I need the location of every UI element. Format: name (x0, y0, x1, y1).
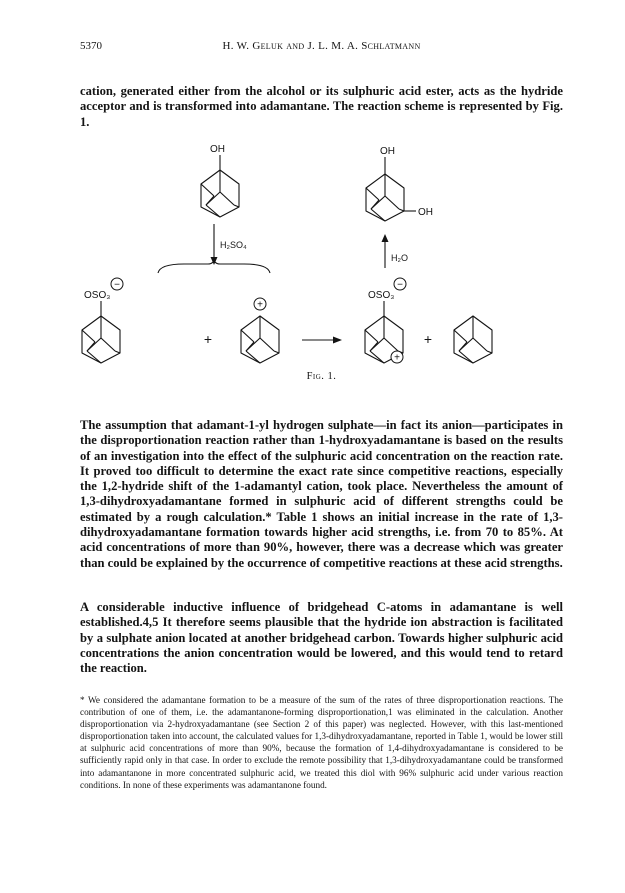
page-number: 5370 (80, 40, 102, 52)
adamantane-structure-top-left (201, 170, 239, 217)
adamantane-structure-top-right (366, 174, 404, 221)
adamantane-structure-bottom-4 (454, 316, 492, 363)
reaction-arrow-head (333, 337, 342, 344)
oh-label-left: OH (210, 144, 225, 155)
adamantane-structure-bottom-1 (82, 316, 120, 363)
sulphate-label-left: OSO₃ (84, 290, 111, 301)
minus-sign-left: − (114, 279, 120, 291)
reagent-h2o: H₂O (391, 253, 408, 263)
intro-paragraph: cation, generated either from the alcohol or its sulphuric acid ester, acts as the hydride acceptor and is transformed into adamantane. The reaction scheme is represented by Fig. 1. (80, 84, 563, 129)
brace (158, 258, 270, 273)
adamantane-structure-bottom-2 (241, 316, 279, 363)
cation-plus-sign-2: + (394, 352, 400, 364)
footnote: * We considered the adamantane formation to be a measure of the sum of the rates of three disproportionation reactions. The contribution of one of them, i.e. the adamantanone-forming disproportionation,1 was eliminated in the calculation. Another disproportionation via 2-hydroxyadamantane (see Section 2 of this paper) was neglected. However, with this last-mentioned disproportionation taken into account, the calculated values for 1,3-dihydroxyadamantane, reported in Table 1, would be lower still at sulphuric acid concentrations of more than 90%, because the formation of 1,4-dihydroxyadamantane is considered to be sufficiently rapid only in that case. In order to exclude the remote possibility that 1,3-dihydroxyadamantane could be transformed into adamantanone in more concentrated sulphuric acid, we treated this diol with 96% sulphuric acid under various reaction conditions. In none of these experiments was adamantanone found. (80, 695, 563, 790)
minus-sign-right: − (397, 279, 403, 291)
oh-label-right-side: OH (418, 207, 433, 218)
oh-label-right-top: OH (380, 146, 395, 157)
page-header (80, 40, 563, 56)
main-paragraph: The assumption that adamant-1-yl hydrogen sulphate—in fact its anion—participates in the disproportionation reaction rather than 1-hydroxyadamantane is based on the results of an investigation into the effect of the sulphuric acid concentration on the reaction rate. It proved too difficult to determine the exact rate since competitive reactions, especially the 1,2-hydride shift of the 1-adamantyl cation, took place. Nevertheless the amount of 1,3-dihydroxyadamantane formed in sulphuric acid of different strengths could be estimated by a rough calculation.* Table 1 shows an initial increase in the rate of 1,3-dihydroxyadamantane formation towards higher acid strengths, i.e. from 70 to 85%. At acid concentrations of more than 90%, however, there was a decrease which was greater than could be explained by the occurrence of competitive reactions at these acid strengths. (80, 418, 563, 570)
reaction-scheme-figure (80, 138, 563, 388)
h2o-arrow-head (382, 234, 389, 242)
reaction-scheme-svg (80, 138, 563, 388)
sulphate-label-right: OSO₃ (368, 290, 395, 301)
cation-plus-sign: + (257, 299, 263, 311)
influence-paragraph: A considerable inductive influence of bridgehead C-atoms in adamantane is well established.4,5 It therefore seems plausible that the hydride ion abstraction is facilitated by a sulphate anion located at another bridgehead carbon. Towards higher sulphuric acid concentrations the anion concentration would be lowered, and this would tend to retard the reaction. (80, 600, 563, 676)
plus-operator-2: + (423, 331, 433, 347)
reagent-h2so4: H₂SO₄ (220, 240, 247, 250)
figure-caption: Fig. 1. (306, 371, 337, 382)
running-title: H. W. Geluk and J. L. M. A. Schlatmann (222, 40, 421, 52)
plus-operator-1: + (203, 331, 213, 347)
